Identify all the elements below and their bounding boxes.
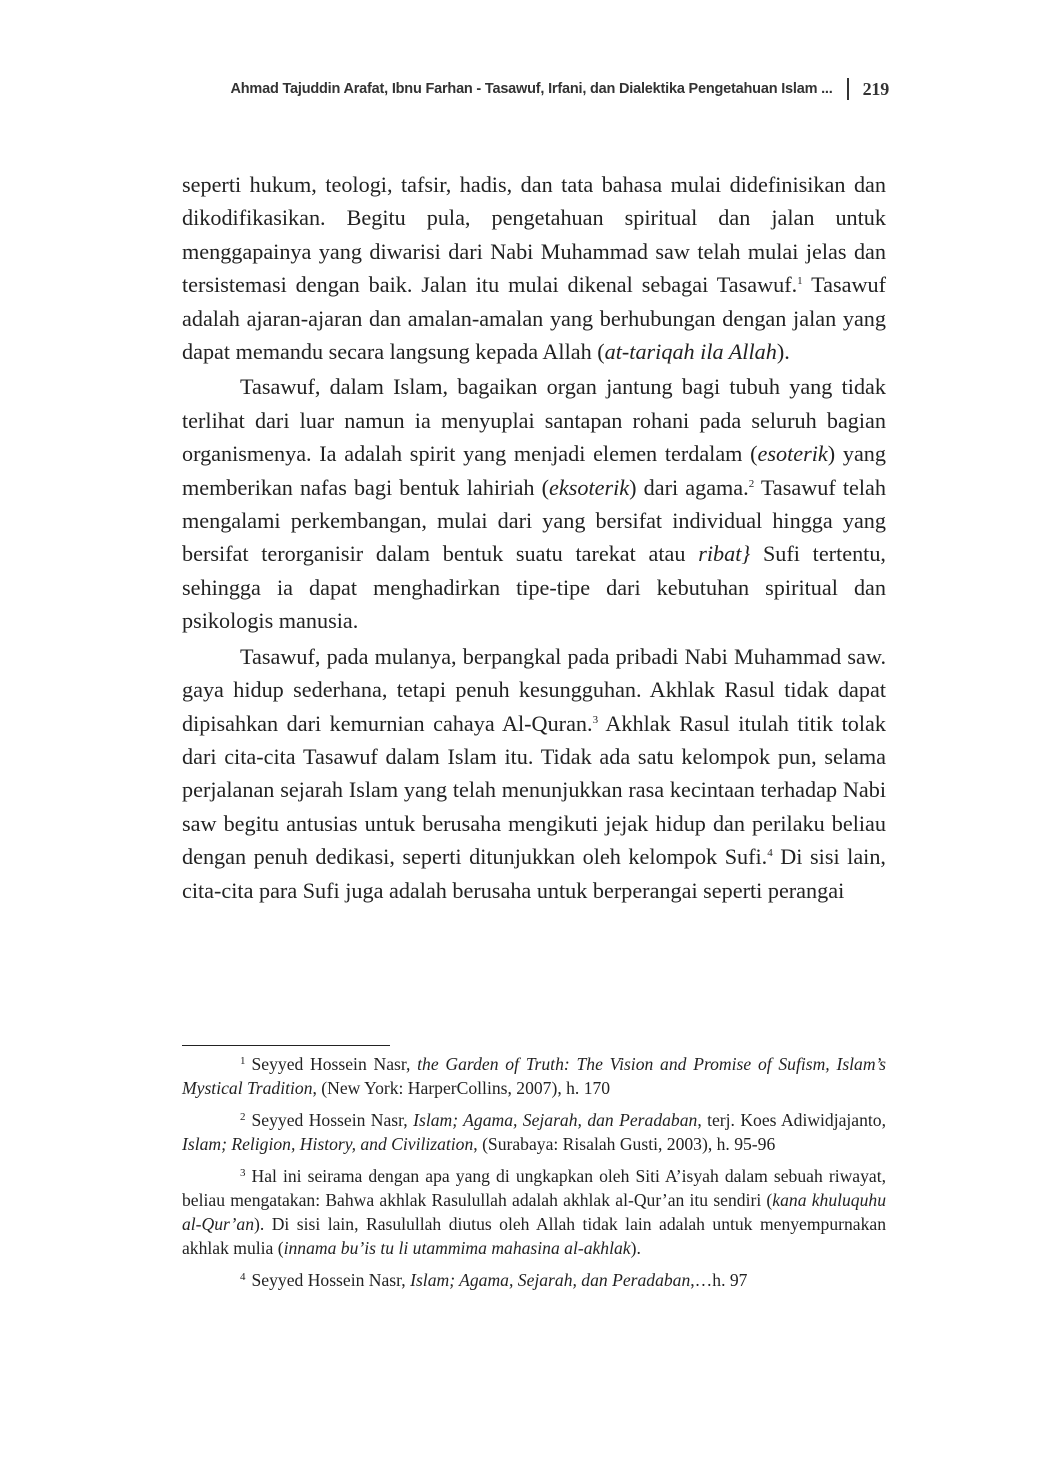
paragraph-1 [182,168,886,368]
footnote-ref-4: 4 [767,847,773,860]
footnote-text: ,…h. 97 [690,1270,748,1290]
footnote-number: 3 [240,1167,246,1179]
body-text [182,168,886,909]
paragraph-text: Di sisi lain, cita-cita para Sufi juga adalah berusaha untuk berperangai seperti perangai [182,844,886,903]
footnote-text: Seyyed Hossein Nasr, [251,1110,414,1130]
running-title: Ahmad Tajuddin Arafat, Ibnu Farhan - Tasawuf, Irfani, dan Dialektika Pengetahuan Islam ... [230,81,833,97]
footnote-italic: Islam; Agama, Sejarah, dan Peradaban [413,1110,698,1130]
paragraph-3 [182,640,886,907]
footnote-3 [182,1164,886,1260]
footnote-text: Seyyed Hossein Nasr, [251,1054,418,1074]
paragraph-text: ) yang memberikan nafas bagi bentuk lahiriah ( [182,441,886,500]
paragraph-text: Akhlak Rasul itulah titik tolak dari cita-cita Tasawuf dalam Islam itu. Tidak ada satu kelompok pun, selama perjalanan sejarah Islam yang telah menunjukkan rasa kecintaan terhadap Nabi saw begitu antusias untuk berusaha mengikuti jejak hidup dan perilaku beliau dengan penuh dedikasi, seperti ditunjukkan oleh kelompok Sufi. [182,710,886,870]
paragraph-text: ) dari agama. [629,474,749,500]
footnote-ref-3: 3 [592,713,599,726]
header-separator [847,78,849,100]
footnote-2 [182,1108,886,1156]
footnote-italic: the Garden of Truth: The Vision and Promise of Sufism, Islam’s Mystical Tradition [182,1054,886,1098]
footnote-text: , (New York: HarperCollins, 2007), h. 170 [312,1078,611,1098]
paragraph-text: Tasawuf adalah ajaran-ajaran dan amalan-amalan yang berhubungan dengan jalan yang dapat memandu secara langsung kepada Allah ( [182,272,886,365]
footnote-4 [182,1268,886,1292]
footnote-number: 2 [240,1111,246,1123]
footnote-text: ). [630,1238,641,1258]
paragraph-2 [182,370,886,637]
footnote-number: 4 [240,1271,246,1283]
footnote-rule [182,1045,390,1046]
page-number: 219 [862,78,889,99]
footnote-number: 1 [240,1055,246,1067]
paragraph-text: Tasawuf, pada mulanya, berpangkal pada pribadi Nabi Muhammad saw. gaya hidup sederhana, tetapi penuh kesungguhan. Akhlak Rasul tidak dapat dipisahkan dari kemurnian cahaya Al-Quran. [182,643,886,736]
footnote-1 [182,1052,886,1100]
paragraph-text: seperti hukum, teologi, tafsir, hadis, dan tata bahasa mulai didefinisikan dan dikodifikasikan. Begitu pula, pengetahuan spiritual dan jalan untuk menggapainya yang diwarisi dari Nabi Muhammad saw telah mulai jelas dan tersistemasi dengan baik. Jalan itu mulai dikenal sebagai Tasawuf. [182,172,886,298]
footnote-italic: innama bu’is tu li utammima mahasina al-akhlak [283,1238,631,1258]
paragraph-text: Sufi tertentu, sehingga ia dapat menghadirkan tipe-tipe dari kebutuhan spiritual dan psikologis manusia. [182,541,886,634]
footnote-text: ). Di sisi lain, Rasulullah diutus oleh Allah tidak lain adalah untuk menyempurnakan akhlak mulia ( [182,1214,886,1258]
footnote-text: , terj. Koes Adiwidjajanto, [697,1110,887,1130]
italic-term: eksoterik [549,474,630,500]
footnote-italic: Islam; Agama, Sejarah, dan Peradaban [410,1270,691,1290]
italic-term: esoterik [757,441,828,467]
footnote-text: Hal ini seirama dengan apa yang di ungkapkan oleh Siti A’isyah dalam sebuah riwayat, beliau mengatakan: Bahwa akhlak Rasulullah adalah akhlak al-Qur’an itu sendiri ( [182,1166,886,1210]
footnote-italic: Islam; Religion, History, and Civilization [182,1134,474,1154]
footnote-text: , (Surabaya: Risalah Gusti, 2003), h. 95-96 [473,1134,776,1154]
footnote-ref-2: 2 [748,477,755,490]
paragraph-text: Tasawuf telah mengalami perkembangan, mulai dari yang bersifat individual hingga yang bersifat terorganisir dalam bentuk suatu tarekat atau [182,474,886,567]
italic-term: at-tariqah ila Allah [604,339,777,365]
running-header [230,78,889,100]
paragraph-text: ). [776,339,790,365]
footnote-ref-1: 1 [797,275,803,288]
footnote-text: Seyyed Hossein Nasr, [251,1270,411,1290]
italic-term: ribat} [698,541,751,567]
footnote-italic: kana khuluquhu al-Qur’an [182,1190,886,1234]
paragraph-text: Tasawuf, dalam Islam, bagaikan organ jantung bagi tubuh yang tidak terlihat dari luar namun ia menyuplai santapan rohani pada seluruh bagian organismenya. Ia adalah spirit yang menjadi elemen terdalam ( [182,374,886,467]
footnotes [182,1052,886,1300]
